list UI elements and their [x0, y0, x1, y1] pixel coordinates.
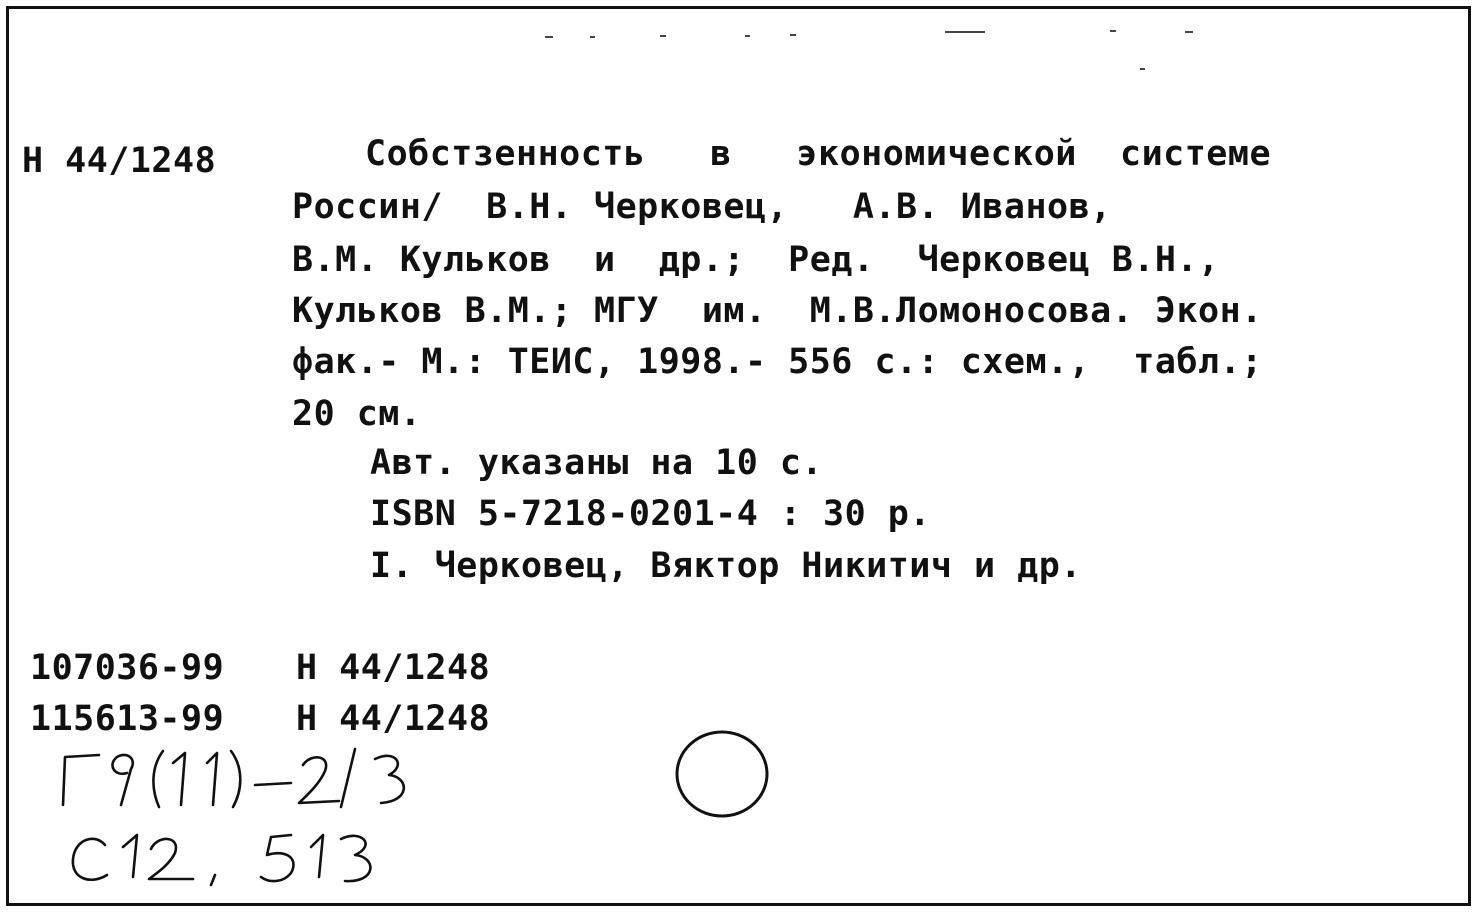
speck — [590, 36, 595, 38]
handwritten-classification — [55, 745, 445, 810]
speck — [790, 34, 796, 36]
speck — [745, 35, 750, 37]
description-line: Россин/ В.Н. Черковец, А.В. Иванов, — [292, 187, 1112, 227]
speck — [1140, 68, 1145, 70]
shelfmark: Н 44/1248 — [22, 141, 217, 181]
description-line: фак.- М.: ТЕИС, 1998.- 556 с.: схем., табл.; — [292, 342, 1263, 382]
note-line: I. Черковец, Вяктор Никитич и др. — [370, 546, 1082, 586]
note-line: Авт. указаны на 10 с. — [370, 443, 824, 483]
handwritten-call-number — [65, 825, 425, 890]
inventory-number: 115613-99 — [30, 699, 225, 739]
description-line: Собстзенность в экономической системе — [365, 134, 1272, 174]
inventory-number: 107036-99 — [30, 648, 225, 688]
description-line: В.М. Кульков и др.; Ред. Черковец В.Н., — [292, 240, 1220, 280]
description-line: Кульков В.М.; МГУ им. М.В.Ломоносова. Экон. — [292, 291, 1263, 331]
circle-stamp-icon — [670, 726, 780, 826]
speck — [1110, 30, 1116, 32]
note-line: ISBN 5-7218-0201-4 : 30 р. — [370, 494, 931, 534]
speck — [545, 36, 553, 38]
description-line: 20 см. — [292, 394, 422, 434]
speck — [660, 35, 666, 37]
inventory-shelfmark: Н 44/1248 — [296, 648, 491, 688]
speck — [1185, 31, 1193, 33]
speck — [945, 31, 985, 33]
inventory-shelfmark: Н 44/1248 — [296, 699, 491, 739]
